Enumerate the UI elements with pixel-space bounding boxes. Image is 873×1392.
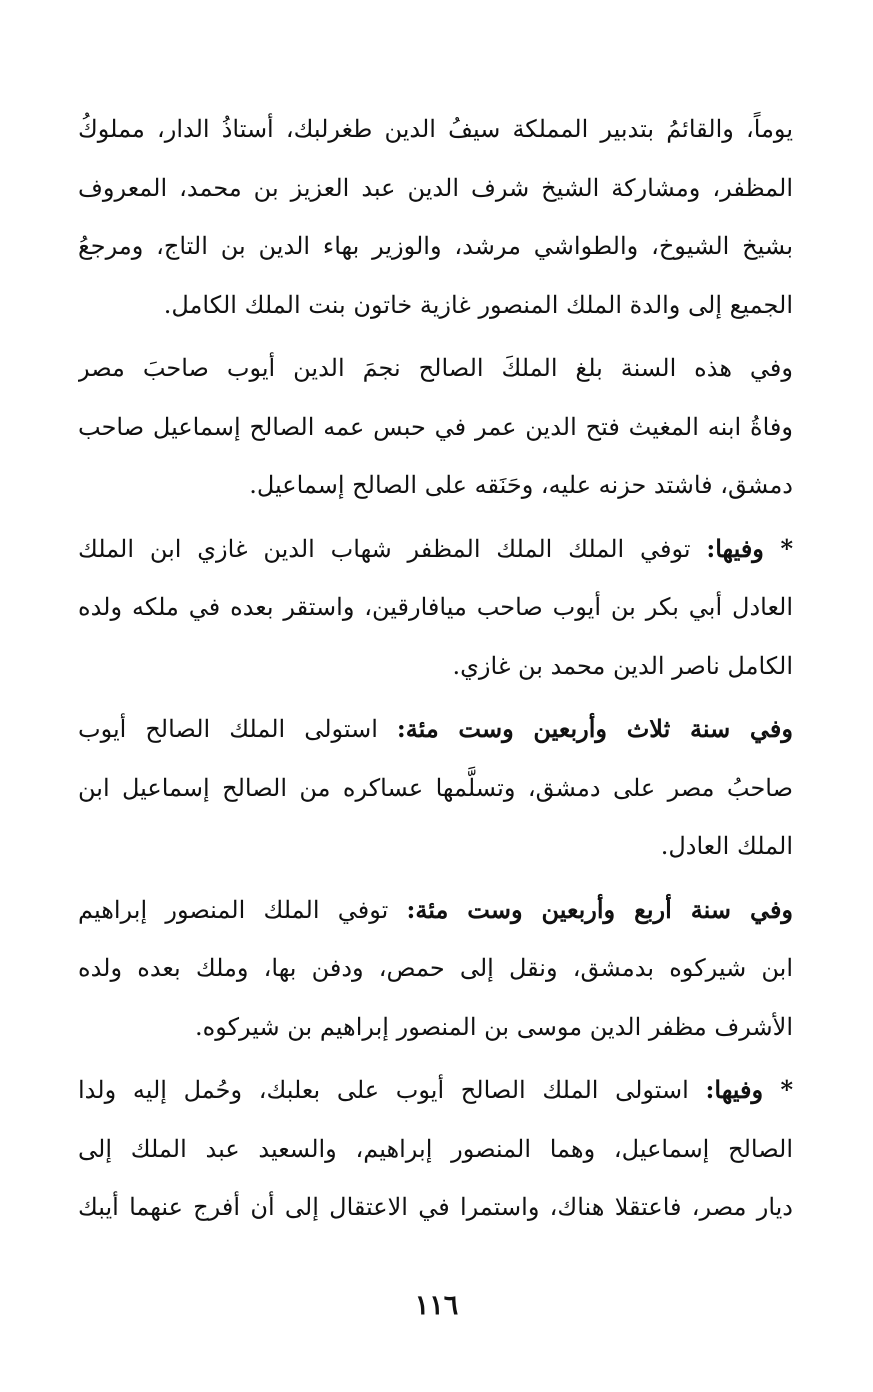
text-line: الأشرف مظفر الدين موسى بن المنصور إبراهيم بن شيركوه. bbox=[195, 1012, 793, 1041]
text-line: بشيخ الشيوخ، والطواشي مرشد، والوزير بهاء الدين بن التاج، ومرجعُ bbox=[78, 232, 793, 260]
text-line: الصالح إسماعيل، وهما المنصور إبراهيم، والسعيد عبد الملك إلى bbox=[78, 1134, 793, 1163]
paragraph-2 bbox=[78, 339, 793, 515]
paragraph-5 bbox=[78, 881, 793, 1057]
text-line: صاحبُ مصر على دمشق، وتسلَّمها عساكره من الصالح إسماعيل ابن bbox=[78, 773, 793, 802]
paragraph-1 bbox=[78, 100, 793, 334]
paragraph-lead: وفي سنة ثلاث وأربعين وست مئة: bbox=[396, 714, 793, 743]
paragraph-lead: * وفيها: bbox=[705, 1075, 793, 1104]
text-line bbox=[78, 881, 793, 940]
text-line: الكامل ناصر الدين محمد بن غازي. bbox=[452, 651, 793, 680]
page-body bbox=[78, 100, 793, 1242]
paragraph-4 bbox=[78, 700, 793, 876]
paragraph-lead: * وفيها: bbox=[706, 533, 793, 563]
text-line bbox=[78, 1061, 793, 1120]
text-line bbox=[78, 520, 793, 579]
text-line: الملك العادل. bbox=[660, 832, 793, 860]
paragraph-lead: وفي سنة أربع وأربعين وست مئة: bbox=[406, 894, 793, 924]
text-line: يوماً، والقائمُ بتدبير المملكة سيفُ الدين طغرلبك، أستاذُ الدار، مملوكُ bbox=[78, 115, 793, 143]
text-line: الجميع إلى والدة الملك المنصور غازية خاتون بنت الملك الكامل. bbox=[163, 290, 793, 319]
text-line: المظفر، ومشاركة الشيخ شرف الدين عبد العزيز بن محمد، المعروف bbox=[78, 173, 793, 202]
text-line: وفي هذه السنة بلغ الملكَ الصالح نجمَ الدين أيوب صاحبَ مصر bbox=[78, 354, 793, 382]
line-text: استولى الملك الصالح أيوب على بعلبك، وحُمل إليه ولدا bbox=[78, 1076, 706, 1104]
paragraph-6 bbox=[78, 1061, 793, 1237]
page-number: ١١٦ bbox=[414, 1290, 459, 1321]
line-text: استولى الملك الصالح أيوب bbox=[78, 715, 397, 743]
text-line: ديار مصر، فاعتقلا هناك، واستمرا في الاعتقال إلى أن أفرج عنهما أيبك bbox=[78, 1193, 793, 1221]
text-line: وفاةُ ابنه المغيث فتح الدين عمر في حبس عمه الصالح إسماعيل صاحب bbox=[78, 412, 793, 441]
text-line: ابن شيركوه بدمشق، ونقل إلى حمص، ودفن بها، وملك بعده ولده bbox=[78, 954, 793, 982]
text-line: العادل أبي بكر بن أيوب صاحب ميافارقين، واستقر بعده في ملكه ولده bbox=[78, 593, 793, 621]
paragraph-3 bbox=[78, 520, 793, 696]
text-line: دمشق، فاشتد حزنه عليه، وحَنَقه على الصالح إسماعيل. bbox=[249, 471, 793, 499]
line-text: توفي الملك المنصور إبراهيم bbox=[78, 895, 407, 924]
line-text: توفي الملك الملك المظفر شهاب الدين غازي ابن الملك bbox=[78, 534, 707, 563]
text-line bbox=[78, 700, 793, 759]
